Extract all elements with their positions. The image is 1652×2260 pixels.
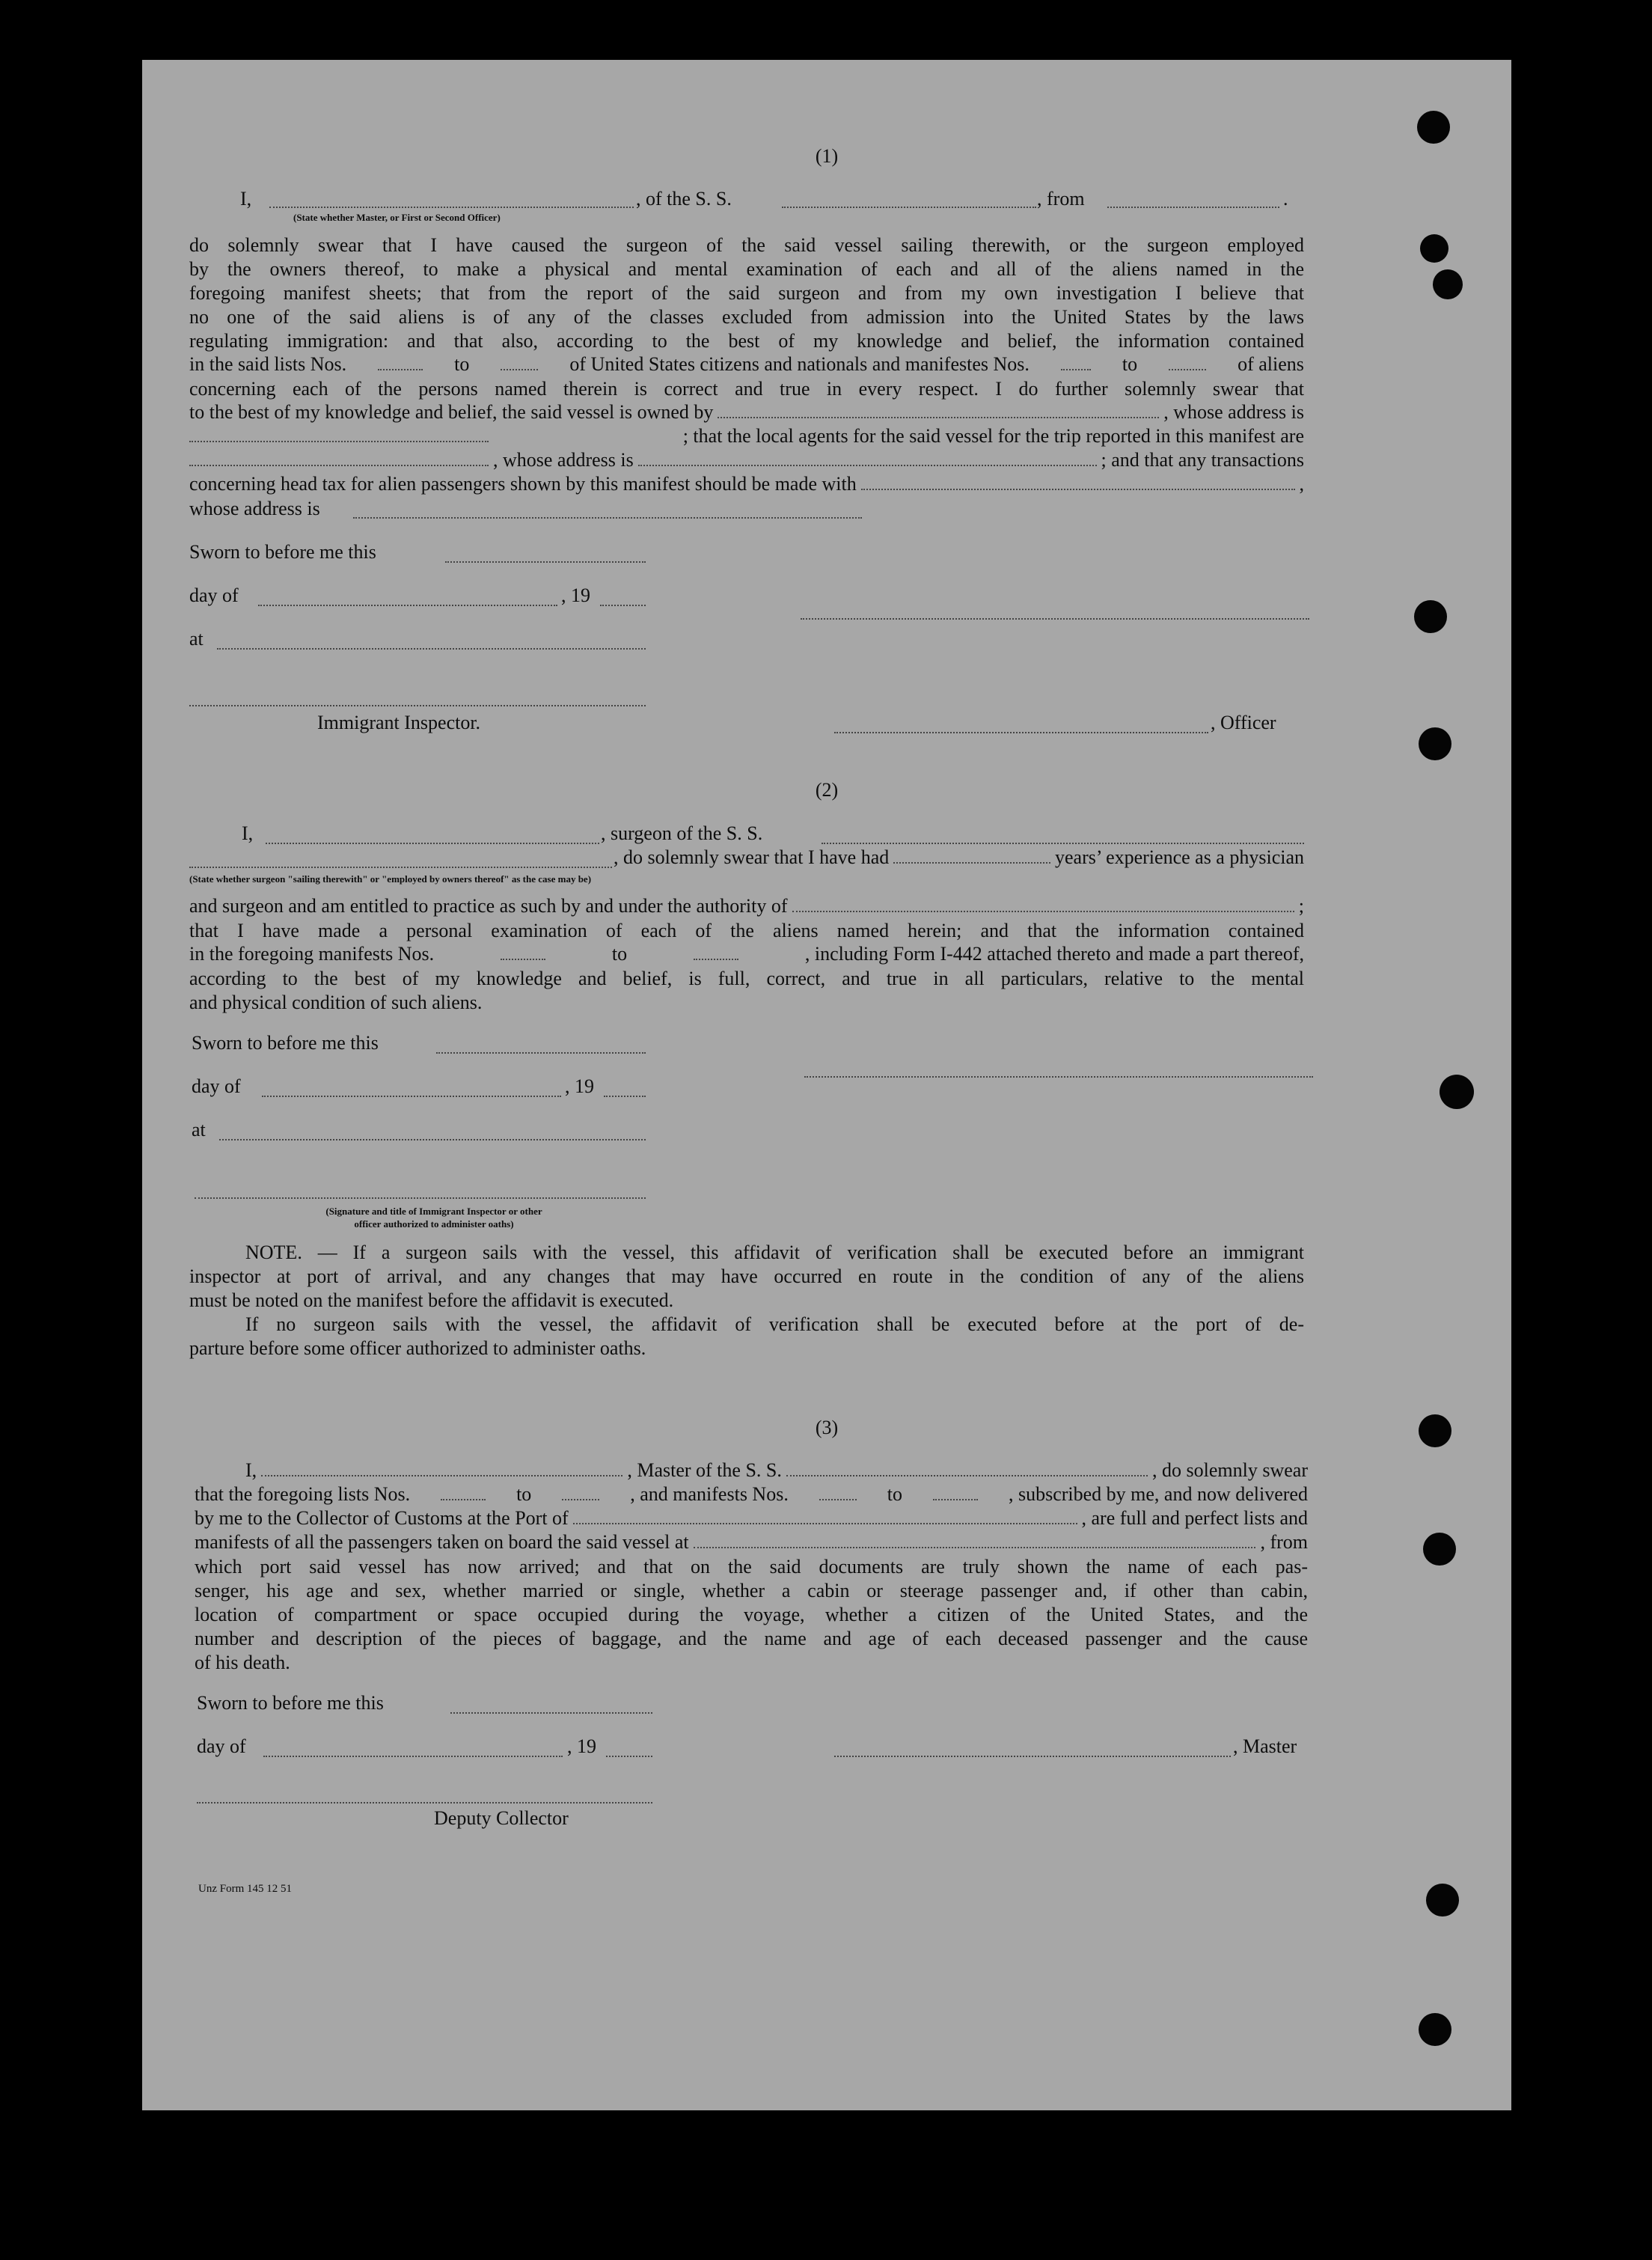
s3-l2b: to — [516, 1483, 532, 1505]
s3-para-last: of his death. — [195, 1652, 290, 1673]
s3-l1a: , Master of the S. S. — [627, 1459, 782, 1481]
s3-l4b: , from — [1260, 1531, 1308, 1553]
punch-hole — [1414, 600, 1447, 633]
s1-end-period: . — [1283, 188, 1288, 210]
s2-inspector-signature-line[interactable] — [195, 1197, 646, 1199]
s2-note-line-5: parture before some officer authorized to administer oaths. — [189, 1337, 646, 1359]
s3-master-signature-line[interactable] — [834, 1756, 1231, 1757]
s3-para-line-3: location of compartment or space occupied during the voyage, whether a citizen of the United States, and the — [195, 1604, 1308, 1625]
s1-headtax-field[interactable] — [861, 473, 1295, 490]
section-1-number: (1) — [815, 145, 839, 167]
s3-lists-to-field[interactable] — [562, 1483, 599, 1500]
s2-note-line-2: inspector at port of arrival, and any changes that may have occurred en route in the condition of any of the aliens — [189, 1265, 1304, 1287]
s1-manifests-to-field[interactable] — [1169, 353, 1206, 370]
manifest-affidavit-page — [142, 60, 1511, 2110]
s1-of-ss-label: , of the S. S. — [636, 188, 732, 210]
s3-year-label: , 19 — [567, 1735, 596, 1757]
s2-note-line-3: must be noted on the manifest before the affidavit is executed. — [189, 1289, 674, 1311]
s1-l6c: of United States citizens and nationals and manifestes Nos. — [569, 353, 1030, 375]
s1-manifests-from-field[interactable] — [1061, 353, 1091, 370]
s3-manifests-from-field[interactable] — [819, 1483, 857, 1500]
s1-l8a: to the best of my knowledge and belief, the said vessel is owned by — [189, 401, 714, 423]
punch-hole — [1426, 1884, 1459, 1917]
s2-surgeon-name-field[interactable] — [266, 843, 599, 844]
s1-from-field[interactable] — [1107, 207, 1279, 208]
s1-line-11 — [189, 473, 1304, 495]
s3-i-label: I, — [245, 1459, 257, 1481]
s3-vessel-field[interactable] — [786, 1459, 1148, 1476]
s3-deputy-label: Deputy Collector — [434, 1807, 569, 1829]
s2-dayof-label: day of — [192, 1075, 241, 1097]
s2-note-line-1: NOTE. — If a surgeon sails with the vessel, this affidavit of verification shall be executed before an immigrant — [245, 1242, 1304, 1263]
s1-owner-address-field[interactable] — [189, 425, 489, 442]
s2-l3a: and surgeon and am entitled to practice as such by and under the authority of — [189, 895, 788, 917]
s1-line-7: concerning each of the persons named therein is correct and true in every respect. I do further solemnly swear that — [189, 378, 1304, 400]
s1-l6a: in the said lists Nos. — [189, 353, 347, 375]
s2-manifests-to-field[interactable] — [694, 943, 738, 960]
s2-l5c: , including Form I-442 attached thereto and made a part thereof, — [804, 943, 1304, 965]
s2-signature-note-1: (Signature and title of Immigrant Inspector or other — [325, 1206, 542, 1217]
s2-at-field[interactable] — [219, 1139, 646, 1140]
punch-hole — [1419, 727, 1451, 760]
s1-headtax-address-field[interactable] — [353, 517, 862, 519]
s1-line-12: whose address is — [189, 498, 320, 519]
s3-l2a: that the foregoing lists Nos. — [195, 1483, 411, 1505]
s1-inspector-signature-line[interactable] — [189, 705, 646, 706]
s3-master-name-field[interactable] — [261, 1459, 622, 1476]
s1-l10b: ; and that any transactions — [1101, 449, 1304, 471]
s1-lists-to-field[interactable] — [501, 353, 538, 370]
s2-status-field[interactable] — [189, 867, 612, 868]
s1-year-label: , 19 — [561, 584, 590, 606]
s1-para-line-2: by the owners thereof, to make a physical and mental examination of each and all of the aliens named in the — [189, 258, 1304, 280]
s2-line-2 — [614, 846, 1304, 869]
s2-surgeon-label: , surgeon of the S. S. — [601, 822, 763, 844]
s2-surgeon-signature-line[interactable] — [804, 1076, 1313, 1078]
s2-vessel-field[interactable] — [822, 843, 1304, 844]
s1-dayof-label: day of — [189, 584, 239, 606]
s1-sworn-label: Sworn to before me this — [189, 541, 376, 563]
s1-sworn-field[interactable] — [445, 561, 646, 563]
s1-l6b: to — [454, 353, 470, 375]
s3-port-field[interactable] — [573, 1507, 1077, 1524]
punch-hole — [1440, 1075, 1474, 1109]
s2-sworn-label: Sworn to before me this — [192, 1032, 379, 1054]
s3-line-4 — [195, 1531, 1308, 1554]
s1-officer-label: , Officer — [1211, 712, 1276, 733]
s1-para-line-5: regulating immigration: and that also, according to the best of my knowledge and belief, the information contained — [189, 330, 1304, 352]
s1-agents-address-field[interactable] — [638, 449, 1097, 466]
s1-line-8 — [189, 401, 1304, 424]
s1-agents-field[interactable] — [189, 449, 489, 466]
s1-l11b: , — [1299, 473, 1304, 495]
s3-departure-port-field[interactable] — [694, 1531, 1256, 1548]
punch-hole — [1417, 111, 1450, 144]
s1-day-field[interactable] — [258, 605, 557, 606]
s1-para-line-1: do solemnly swear that I have caused the surgeon of the said vessel sailing therewith, or the surgeon employed — [189, 234, 1304, 256]
s3-l4a: manifests of all the passengers taken on board the said vessel at — [195, 1531, 689, 1553]
s1-l6d: to — [1122, 353, 1138, 375]
s1-para-line-3: foregoing manifest sheets; that from the report of the said surgeon and from my own investigation I believe that — [189, 282, 1304, 304]
s2-i-label: I, — [242, 822, 254, 844]
s2-line-4: that I have made a personal examination of each of the aliens named herein; and that the information contained — [189, 920, 1304, 941]
s2-note-line-4: If no surgeon sails with the vessel, the affidavit of verification shall be executed before at the port of de- — [245, 1313, 1304, 1335]
s3-l3b: , are full and perfect lists and — [1081, 1507, 1308, 1529]
s3-sworn-field[interactable] — [450, 1712, 652, 1714]
s1-line-6 — [189, 353, 1304, 376]
s2-years-field[interactable] — [893, 846, 1050, 864]
s3-line-3 — [195, 1507, 1308, 1530]
s3-l2e: , subscribed by me, and now delivered — [1008, 1483, 1308, 1505]
section-2-number: (2) — [815, 779, 839, 801]
s2-at-label: at — [192, 1119, 206, 1140]
s1-l6e: of aliens — [1238, 353, 1304, 375]
s2-l5a: in the foregoing manifests Nos. — [189, 943, 435, 965]
s2-authority-field[interactable] — [792, 895, 1294, 912]
s3-para-line-4: number and description of the pieces of baggage, and the name and age of each deceased passenger and the cause — [195, 1628, 1308, 1649]
s2-surgeon-note: (State whether surgeon "sailing therewith" or "employed by owners thereof" as the case may be) — [189, 873, 592, 885]
s1-l11a: concerning head tax for alien passengers shown by this manifest should be made with — [189, 473, 857, 495]
s2-line-7: and physical condition of such aliens. — [189, 992, 483, 1013]
s1-year-field[interactable] — [600, 605, 646, 606]
s3-line-2 — [195, 1483, 1308, 1506]
s2-line-5 — [189, 943, 1304, 965]
s2-manifests-from-field[interactable] — [501, 943, 545, 960]
s3-line-1 — [245, 1459, 1308, 1482]
s3-manifests-to-field[interactable] — [933, 1483, 978, 1500]
s3-deputy-signature-line[interactable] — [197, 1802, 652, 1804]
s2-line-3 — [189, 895, 1304, 917]
s3-lists-from-field[interactable] — [441, 1483, 486, 1500]
s3-l3a: by me to the Collector of Customs at the Port of — [195, 1507, 569, 1529]
s3-day-field[interactable] — [263, 1756, 563, 1757]
s1-line-10 — [189, 449, 1304, 471]
s1-at-label: at — [189, 628, 204, 650]
s1-line-9 — [189, 425, 1304, 448]
s1-l10a: , whose address is — [493, 449, 634, 471]
s1-officer-name-line[interactable] — [834, 732, 1208, 733]
s1-l8b: , whose address is — [1163, 401, 1304, 423]
s2-l5b: to — [611, 943, 628, 965]
s2-year-field[interactable] — [604, 1096, 646, 1097]
s1-from-label: , from — [1037, 188, 1085, 210]
s1-vessel-field[interactable] — [782, 207, 1036, 208]
punch-hole — [1433, 269, 1463, 299]
s3-dayof-label: day of — [197, 1735, 246, 1757]
section-3-number: (3) — [815, 1417, 839, 1438]
punch-hole — [1419, 1414, 1451, 1447]
punch-hole — [1423, 1533, 1456, 1566]
s2-l3b: ; — [1298, 895, 1304, 917]
s3-sworn-label: Sworn to before me this — [197, 1692, 384, 1714]
form-number: Unz Form 145 12 51 — [198, 1883, 292, 1895]
s3-year-field[interactable] — [606, 1756, 652, 1757]
s1-owner-field[interactable] — [718, 401, 1159, 418]
s3-para-line-2: senger, his age and sex, whether married or single, whether a cabin or steerage passenger and, if other than cabin, — [195, 1580, 1308, 1601]
s3-para-line-1: which port said vessel has now arrived; and that on the said documents are truly shown the name of each pas- — [195, 1556, 1308, 1578]
punch-hole — [1419, 2013, 1451, 2046]
punch-hole — [1420, 234, 1448, 263]
s1-at-field[interactable] — [217, 648, 646, 650]
s2-year-label: , 19 — [565, 1075, 594, 1097]
s2-line-6: according to the best of my knowledge and belief, is full, correct, and true in all particulars, relative to the mental — [189, 968, 1304, 989]
s2-l2b: years’ experience as a physician — [1054, 846, 1304, 868]
s3-l1b: , do solemnly swear — [1152, 1459, 1308, 1481]
s1-inspector-label: Immigrant Inspector. — [317, 712, 481, 733]
s1-officer-signature-line[interactable] — [801, 618, 1309, 620]
s3-master-label: , Master — [1233, 1735, 1297, 1757]
s1-l9: ; that the local agents for the said vessel for the trip reported in this manifest are — [682, 425, 1304, 447]
s2-signature-note-2: officer authorized to administer oaths) — [354, 1218, 514, 1230]
s3-l2c: , and manifests Nos. — [630, 1483, 789, 1505]
s3-l2d: to — [887, 1483, 903, 1505]
s1-officer-note: (State whether Master, or First or Second Officer) — [293, 212, 501, 223]
s2-l2a: , do solemnly swear that I have had — [614, 846, 890, 868]
s2-sworn-field[interactable] — [436, 1052, 646, 1054]
s1-i-label: I, — [240, 188, 252, 210]
s1-para-line-4: no one of the said aliens is of any of the classes excluded from admission into the United States by the laws — [189, 306, 1304, 328]
s1-officer-field[interactable] — [269, 207, 634, 208]
s2-day-field[interactable] — [262, 1096, 561, 1097]
s1-lists-from-field[interactable] — [378, 353, 423, 370]
